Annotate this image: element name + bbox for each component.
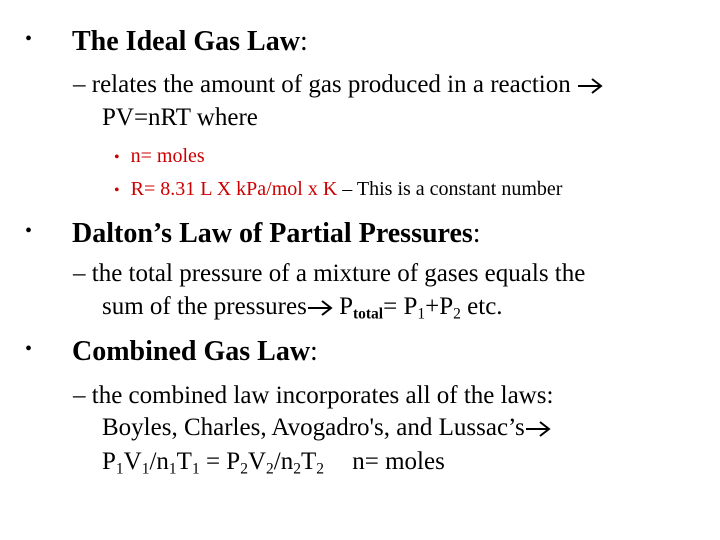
right-arrow-icon [525, 421, 551, 437]
heading-colon: : [472, 218, 481, 249]
dalton-desc-line1 [73, 260, 585, 288]
dalton-desc-line2 [102, 293, 503, 321]
sub-bullet-dot: • [114, 149, 120, 166]
dash-bullet: – [73, 260, 86, 287]
combined-formula: $P_1V_1/n_1T_1 = P_2V_2/n_2T_2$ [102, 448, 325, 478]
heading-title: Combined Gas Law [72, 336, 311, 367]
r-constant-text: R= 8.31 L X kPa/mol x K [130, 178, 338, 200]
bullet-dot: • [25, 338, 33, 360]
combined-desc-2: Boyles, Charles, Avogadro's, and Lussac’s [102, 414, 525, 441]
dalton-formula: $P_{total}= P_1+P_2$ etc. [339, 293, 503, 323]
heading-title: Dalton’s Law of Partial Pressures [72, 218, 473, 249]
heading-colon: : [310, 336, 318, 367]
combined-desc-line1 [73, 382, 553, 410]
constant-note: – This is a constant number [337, 178, 563, 200]
ideal-gas-sub2 [114, 178, 562, 201]
combined-n-moles: n= moles [352, 448, 445, 475]
combined-formula-line [102, 448, 445, 476]
dalton-desc-2: sum of the pressures [102, 293, 307, 320]
ideal-gas-desc-line1 [73, 71, 603, 99]
bullet-dot: • [25, 28, 33, 50]
dash-bullet: – [73, 71, 86, 98]
combined-desc-1: the combined law incorporates all of the laws: [91, 382, 554, 409]
right-arrow-icon [307, 300, 333, 316]
heading-colon: : [299, 26, 308, 57]
dalton-desc-1: the total pressure of a mixture of gases equals the [91, 260, 586, 287]
ideal-gas-formula-line [102, 104, 258, 132]
right-arrow-icon [577, 78, 603, 94]
heading-combined-gas-law [25, 336, 318, 368]
dash-bullet: – [73, 382, 86, 409]
ideal-gas-desc: relates the amount of gas produced in a reaction [91, 71, 571, 98]
ideal-gas-formula: PV=nRT where [102, 104, 258, 131]
heading-dalton-law [25, 218, 481, 250]
heading-ideal-gas-law [25, 26, 308, 58]
heading-title: The Ideal Gas Law [72, 26, 300, 57]
ideal-gas-sub1 [114, 145, 205, 168]
bullet-dot: • [25, 220, 33, 242]
combined-desc-line2 [102, 414, 551, 442]
sub-bullet-dot: • [114, 182, 120, 199]
n-moles-text: n= moles [130, 145, 205, 167]
